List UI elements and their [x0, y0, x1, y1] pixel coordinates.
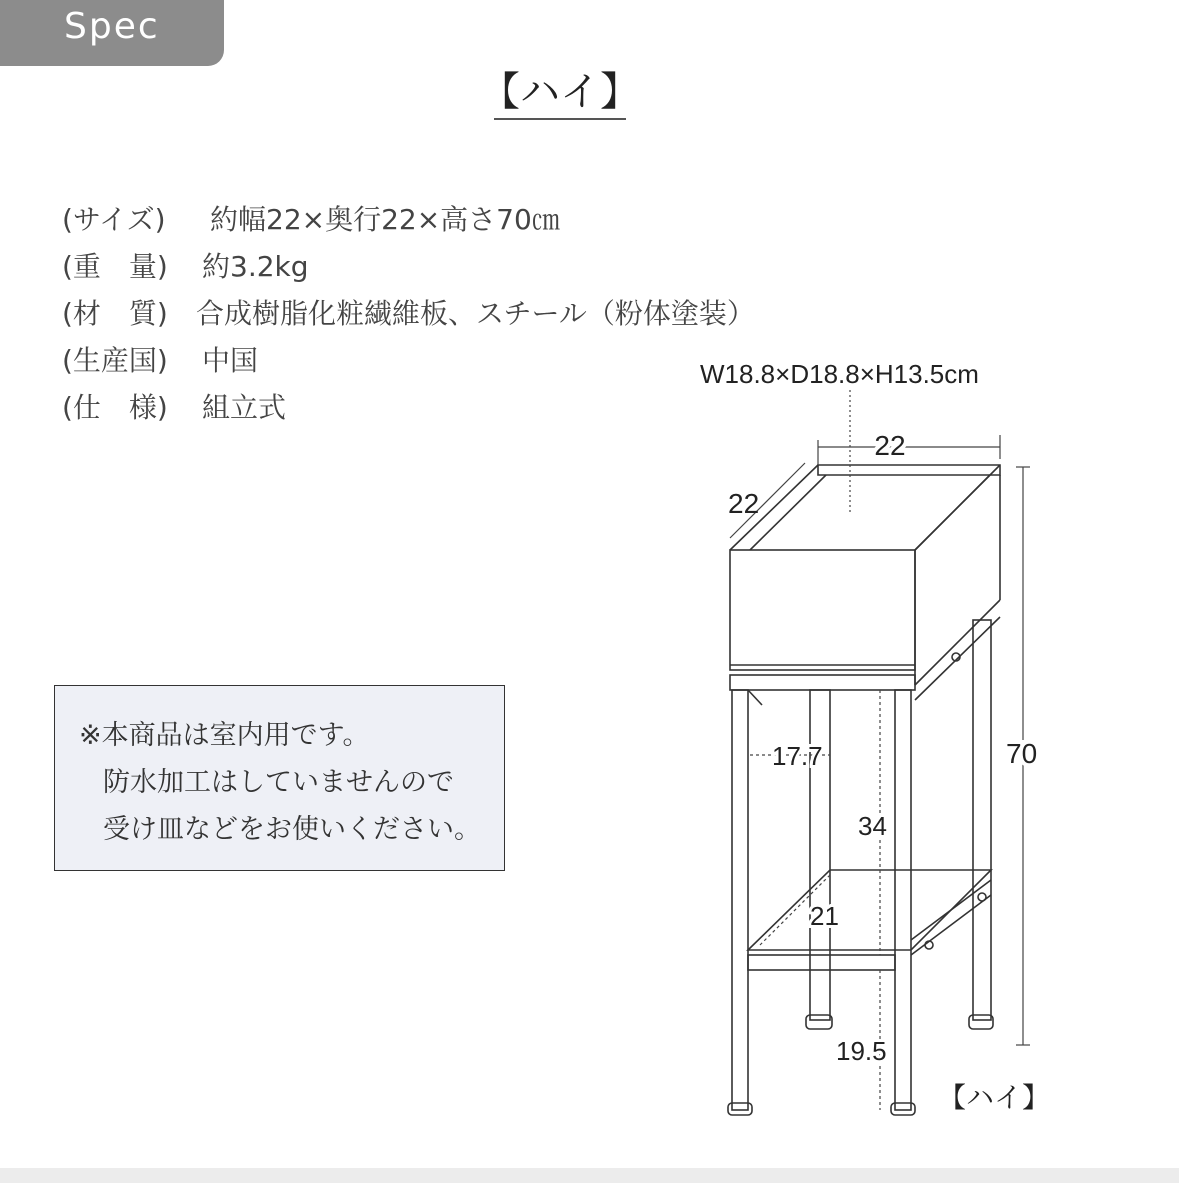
dim-34-label: 34 [858, 811, 887, 841]
spec-row-origin [62, 337, 755, 384]
notice-box [54, 685, 505, 871]
spec-row-spec [62, 384, 755, 431]
spec-value: 合成樹脂化粧繊維板、スチール（粉体塗装） [196, 297, 755, 330]
spec-value: 約3.2kg [202, 250, 309, 283]
spec-label: (生産国) [62, 344, 168, 377]
spec-value: 中国 [202, 344, 259, 377]
diagram-label: 【ハイ】 [938, 1082, 1051, 1113]
spec-row-size [62, 196, 755, 243]
dimension-diagram [690, 355, 1070, 1135]
spec-tab [0, 0, 224, 66]
leg-back-right [973, 620, 991, 1020]
spec-label: (仕 様) [62, 391, 168, 424]
inner-box-dimensions: W18.8×D18.8×H13.5cm [700, 359, 979, 389]
spec-tab-label: Spec [64, 6, 160, 47]
bottom-shelf [748, 870, 991, 950]
spec-label: (重 量) [62, 250, 168, 283]
spec-list [62, 196, 755, 431]
spec-row-weight [62, 243, 755, 290]
leg-front-left [732, 690, 748, 1110]
leg-front-right [895, 690, 911, 1110]
spec-value: 約幅22×奥行22×高さ70㎝ [210, 203, 560, 236]
dim-17-7-label: 17.7 [772, 741, 823, 771]
notice-line: ※本商品は室内用です。 [79, 720, 370, 751]
spec-value: 組立式 [202, 391, 287, 424]
notice-line: 受け皿などをお使いください。 [103, 814, 481, 845]
dim-19-5-label: 19.5 [836, 1036, 887, 1066]
title-underline [494, 118, 626, 120]
frame-top-back [818, 465, 1000, 475]
dim-width-label: 22 [874, 430, 906, 461]
dim-21-label: 21 [810, 901, 839, 931]
bottom-bar [0, 1168, 1179, 1183]
spec-label: (サイズ) [62, 203, 166, 236]
dim-depth-label: 22 [728, 488, 760, 519]
frame-top-front [730, 675, 915, 690]
spec-label: (材 質) [62, 297, 168, 330]
page-title: 【ハイ】 [480, 69, 640, 115]
dim-height-label: 70 [1006, 738, 1038, 769]
notice-line: 防水加工はしていませんので [103, 767, 454, 798]
bolt [978, 893, 986, 901]
spec-row-material [62, 290, 755, 337]
planter-box [730, 550, 915, 670]
